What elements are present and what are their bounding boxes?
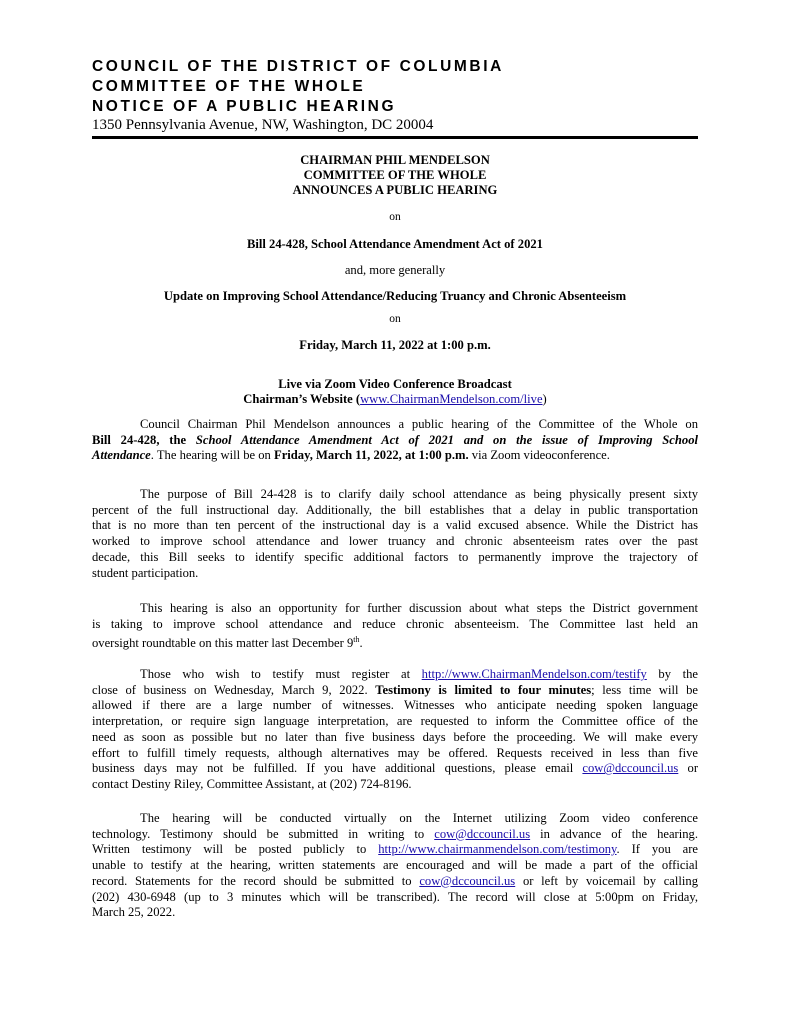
text-line <box>92 487 698 503</box>
text-line <box>92 827 698 843</box>
text-line <box>92 683 698 699</box>
text-line: contact Destiny Riley, Committee Assistant, at (202) 724-8196. <box>92 776 412 791</box>
announce-on-2: on <box>389 313 401 325</box>
text-line: (202) 430-6948 (up to 3 minutes which will be transcribed). The record will close at 5:00pm on Friday, <box>92 889 698 904</box>
text-line <box>92 667 698 683</box>
announce-chairman: CHAIRMAN PHIL MENDELSON <box>300 153 490 167</box>
ordinal-suffix: th <box>353 635 360 645</box>
text-line <box>92 448 698 464</box>
text-segment: close of business on Wednesday, March 9, 2022. <box>92 682 376 697</box>
website-prefix: Chairman’s Website ( <box>243 392 361 406</box>
text-segment: or <box>678 761 699 776</box>
text-line: worked to improve school attendance and lower truancy and chronic absenteeism rates over the past <box>92 534 698 549</box>
paragraph-purpose <box>92 487 698 581</box>
website-suffix: ) <box>542 392 547 406</box>
text-segment: ; less time will be <box>591 682 698 697</box>
email-link[interactable]: cow@dccouncil.us <box>582 761 679 776</box>
text-segment: oversight roundtable on this matter last December 9 <box>92 636 354 651</box>
letterhead-notice: NOTICE OF A PUBLIC HEARING <box>92 98 397 115</box>
text-segment: record. Statements for the record should be submitted to <box>92 873 420 888</box>
text-segment: by the <box>646 667 698 681</box>
text-line: March 25, 2022. <box>92 905 176 920</box>
text-line: that is no more than ten percent of the instructional day is a valid excused absence. While the District has <box>92 518 698 533</box>
header-divider <box>92 136 698 139</box>
text-segment: in advance of the hearing. <box>530 826 698 841</box>
announce-on-1: on <box>389 211 401 223</box>
hearing-datetime-bold: Friday, March 11, 2022, at 1:00 p.m. <box>274 448 469 463</box>
time-limit-bold: Testimony is limited to four minutes <box>375 682 592 697</box>
text-line <box>92 601 698 617</box>
attendance-italic: Attendance <box>92 448 151 463</box>
chairman-live-link[interactable]: www.ChairmanMendelson.com/live <box>360 392 543 406</box>
text-segment: Those who wish to testify must register at <box>140 667 422 681</box>
announce-hearing: ANNOUNCES A PUBLIC HEARING <box>292 183 498 197</box>
hearing-date: Friday, March 11, 2022 at 1:00 p.m. <box>299 338 491 352</box>
text-segment: This hearing is also an opportunity for further discussion about what steps the District government <box>140 601 698 615</box>
letterhead-committee: COMMITTEE OF THE WHOLE <box>92 78 366 95</box>
bill-number: Bill 24-428, the <box>92 432 196 447</box>
paragraph-discussion <box>92 601 698 652</box>
text-line: is taking to improve school attendance and reduce chronic absenteeism. The Committee last held an <box>92 616 698 631</box>
text-line <box>92 433 698 449</box>
letterhead-council: COUNCIL OF THE DISTRICT OF COLUMBIA <box>92 58 504 75</box>
text-segment: business days may not be fulfilled. If you have additional questions, please email <box>92 761 583 776</box>
bill-title: Bill 24-428, School Attendance Amendment Act of 2021 <box>247 237 543 251</box>
text-line: decade, this Bill seeks to identify specific additional factors to permanently improve the trajectory of <box>92 549 698 564</box>
text-line: need as soon as possible but no later than five business days before the proceeding. We will make every <box>92 729 698 744</box>
text-line: effort to fulfill timely requests, although alternatives may be offered. Requests received in less than five <box>92 745 698 760</box>
text-line: unable to testify at the hearing, written statements are encouraged and will be made a part of the official <box>92 858 698 873</box>
text-line: allowed if there are a large number of witnesses. Witnesses who anticipate needing spoken language <box>92 698 698 713</box>
text-line: student participation. <box>92 565 199 580</box>
broadcast-line: Live via Zoom Video Conference Broadcast <box>278 377 512 391</box>
hearing-topic: Update on Improving School Attendance/Reducing Truancy and Chronic Absenteeism <box>163 289 627 303</box>
text-line <box>92 761 698 777</box>
paragraph-intro <box>92 417 698 464</box>
testimony-link[interactable]: http://www.chairmanmendelson.com/testimony <box>378 842 617 857</box>
text-segment: . If you are <box>616 842 698 857</box>
text-segment: via Zoom videoconference. <box>468 448 610 463</box>
website-line <box>92 392 698 407</box>
letterhead-address: 1350 Pennsylvania Avenue, NW, Washington, DC 20004 <box>92 117 434 133</box>
more-generally: and, more generally <box>344 263 446 277</box>
text-segment: . The hearing will be on <box>150 448 275 463</box>
text-segment: or left by voicemail by calling <box>515 873 698 888</box>
bill-name-italic: School Attendance Amendment Act of 2021 and on the issue of Improving School <box>195 432 698 447</box>
text-line <box>92 632 698 652</box>
text-line: interpretation, or require sign language interpretation, are requested to inform the Committee office of the <box>92 714 698 729</box>
text-segment: The hearing will be conducted virtually on the Internet utilizing Zoom video conference <box>140 811 698 825</box>
announce-committee: COMMITTEE OF THE WHOLE <box>303 168 487 182</box>
text-segment: The purpose of Bill 24-428 is to clarify daily school attendance as being physically present sixty <box>140 487 698 501</box>
text-line <box>92 842 698 858</box>
text-line: percent of the full instructional day. Additionally, the bill establishes that a delay in public transportation <box>92 502 698 517</box>
paragraph-testify <box>92 667 698 793</box>
testify-link[interactable]: http://www.ChairmanMendelson.com/testify <box>421 667 647 681</box>
email-link[interactable]: cow@dccouncil.us <box>419 873 516 888</box>
text-line <box>92 811 698 827</box>
text-segment: . <box>359 636 363 651</box>
text-segment: Council Chairman Phil Mendelson announces a public hearing of the Committee of the Whole on <box>140 417 698 431</box>
text-line <box>92 417 698 433</box>
text-line <box>92 874 698 890</box>
text-segment: technology. Testimony should be submitted in writing to <box>92 826 435 841</box>
paragraph-virtual <box>92 811 698 921</box>
email-link[interactable]: cow@dccouncil.us <box>434 826 531 841</box>
text-segment: Written testimony will be posted publicly to <box>92 842 379 857</box>
